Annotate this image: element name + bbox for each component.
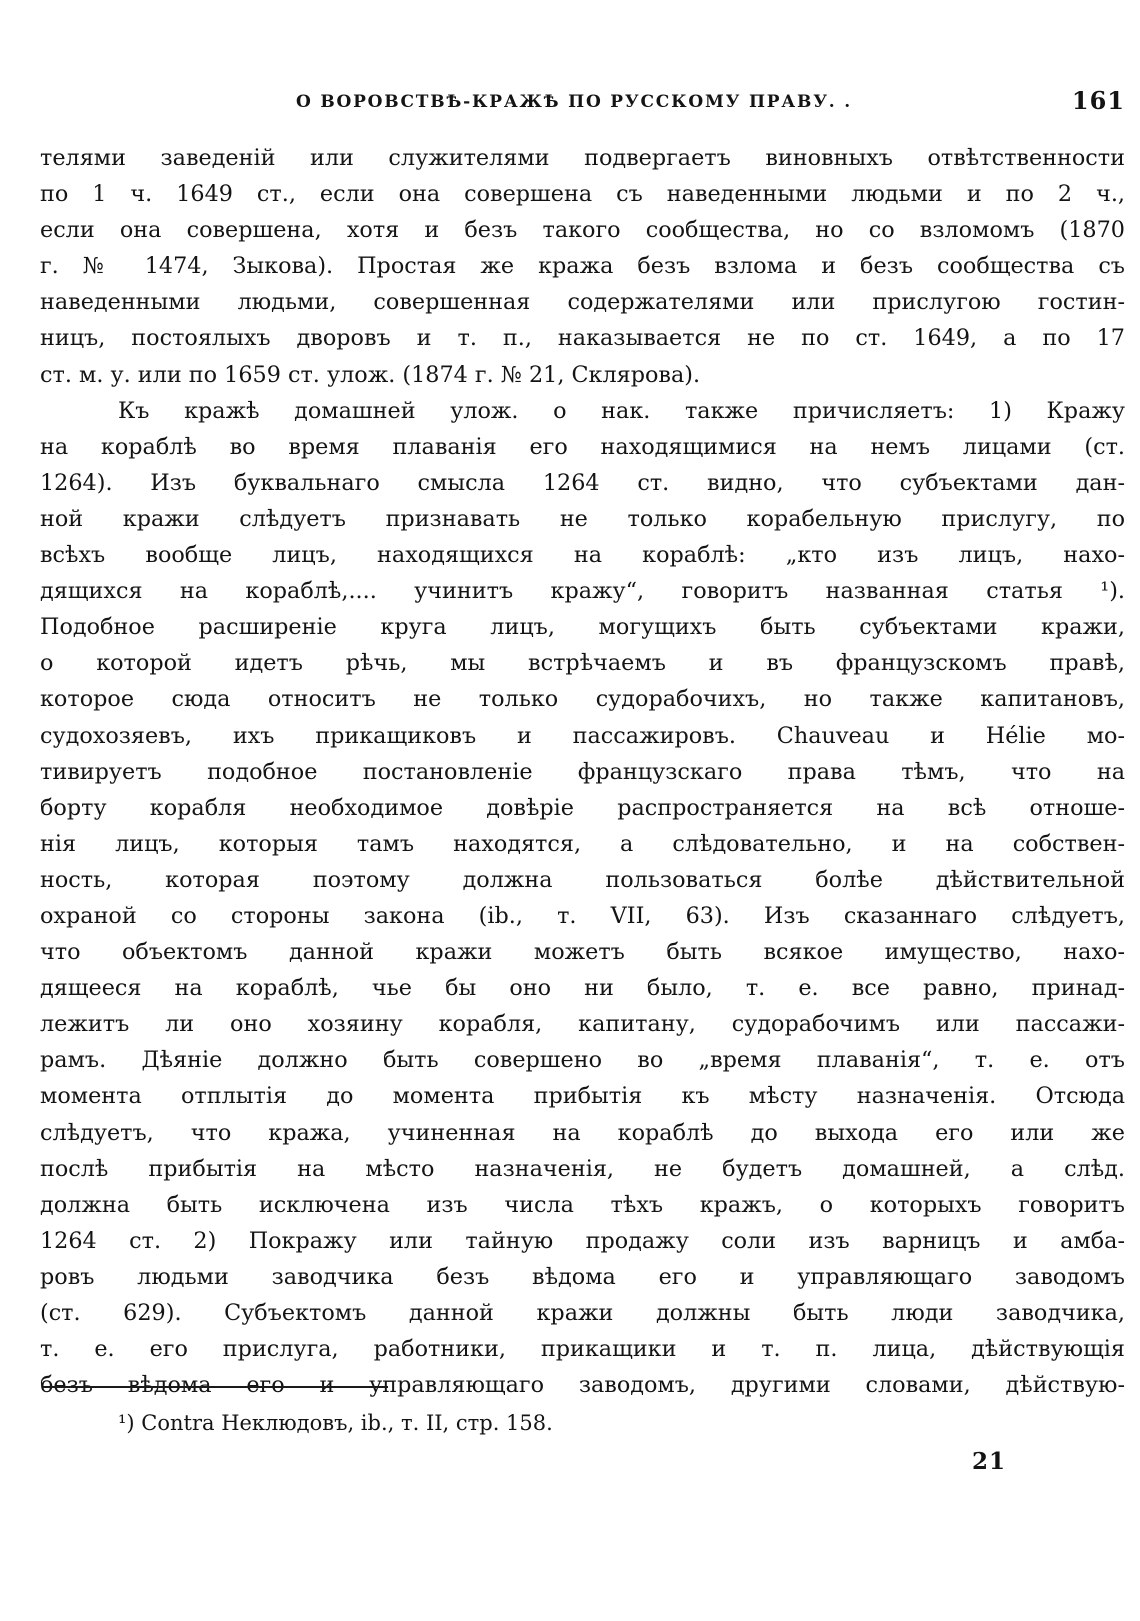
text-line: слѣдуетъ, что кража, учиненная на кораблѣ до выхода его или же [40, 1119, 1125, 1146]
text-line: дящихся на кораблѣ,.... учинитъ кражу“, говоритъ названная статья ¹). [40, 578, 1125, 605]
text-line: рамъ. Дѣяніе должно быть совершено во „время плаванія“, т. е. отъ [40, 1047, 1125, 1074]
text-line: послѣ прибытія на мѣсто назначенія, не будетъ домашней, а слѣд. [40, 1155, 1125, 1182]
text-line: охраной со стороны закона (ib., т. VII, 63). Изъ сказаннаго слѣдуетъ, [40, 902, 1125, 929]
text-line: по 1 ч. 1649 ст., если она совершена съ наведенными людьми и по 2 ч., [40, 181, 1125, 208]
footnote-divider [42, 1386, 388, 1388]
body-text [40, 140, 1125, 1403]
text-line: всѣхъ вообще лицъ, находящихся на кораблѣ: „кто изъ лицъ, нахо- [40, 542, 1125, 569]
text-line: Подобное расширеніе круга лицъ, могущихъ быть субъектами кражи, [40, 614, 1125, 641]
text-line: телями заведеній или служителями подвергаетъ виновныхъ отвѣтственности [40, 145, 1125, 171]
text-line: т. е. его прислуга, работники, прикащики и т. п. лица, дѣйствующія [40, 1336, 1125, 1363]
signature-mark: 21 [972, 1448, 1007, 1475]
text-line: на кораблѣ во время плаванія его находящимися на немъ лицами (ст. [40, 433, 1125, 460]
text-line: которое сюда относитъ не только судорабочихъ, но также капитановъ, [40, 686, 1125, 713]
text-line: борту корабля необходимое довѣріе распространяется на всѣ отноше- [40, 794, 1125, 821]
page-number: 161 [1071, 86, 1125, 115]
text-line: тивируетъ подобное постановленіе французскаго права тѣмъ, что на [40, 758, 1125, 785]
running-header [40, 86, 1125, 120]
running-title: О ВОРОВСТВѢ-КРАЖѢ ПО РУССКОМУ ПРАВУ. . [296, 92, 852, 112]
text-line: ной кражи слѣдуетъ признавать не только корабельную прислугу, по [40, 505, 1125, 532]
text-line: 1264 ст. 2) Покражу или тайную продажу соли изъ варницъ и амба- [40, 1227, 1125, 1254]
text-line: судохозяевъ, ихъ прикащиковъ и пассажировъ. Chauveau и Hélie мо- [40, 722, 1125, 749]
text-line: (ст. 629). Субъектомъ данной кражи должны быть люди заводчика, [40, 1300, 1125, 1326]
text-line: нія лицъ, которыя тамъ находятся, а слѣдовательно, и на собствен- [40, 830, 1125, 857]
text-line: ницъ, постоялыхъ дворовъ и т. п., наказывается не по ст. 1649, а по 17 [40, 325, 1125, 352]
text-line: наведенными людьми, совершенная содержателями или прислугою гостин- [40, 289, 1125, 316]
text-line: ст. м. у. или по 1659 ст. улож. (1874 г. № 21, Склярова). [40, 361, 701, 388]
text-line: Къ кражѣ домашней улож. о нак. также причисляетъ: 1) Кражу [118, 397, 1125, 424]
text-line: о которой идетъ рѣчь, мы встрѣчаемъ и въ французскомъ правѣ, [40, 650, 1125, 677]
text-line: должна быть исключена изъ числа тѣхъ кражъ, о которыхъ говоритъ [40, 1191, 1125, 1218]
text-line: г. № 1474, Зыкова). Простая же кража безъ взлома и безъ сообщества съ [40, 253, 1125, 280]
text-line: лежитъ ли оно хозяину корабля, капитану, судорабочимъ или пассажи- [40, 1011, 1125, 1038]
text-line: 1264). Изъ буквальнаго смысла 1264 ст. видно, что субъектами дан- [40, 469, 1125, 496]
text-line: момента отплытія до момента прибытія къ мѣсту назначенія. Отсюда [40, 1083, 1125, 1110]
text-line: если она совершена, хотя и безъ такого сообщества, но со взломомъ (1870 [40, 217, 1125, 244]
text-line: безъ вѣдома его и управляющаго заводомъ, другими словами, дѣйствую- [40, 1372, 1125, 1399]
text-line: ровъ людьми заводчика безъ вѣдома его и управляющаго заводомъ [40, 1263, 1125, 1290]
text-line: ность, которая поэтому должна пользоваться болѣе дѣйствительной [40, 866, 1125, 893]
footnote: ¹) Contra Неклюдовъ, ib., т. II, стр. 158. [118, 1411, 553, 1435]
text-line: дящееся на кораблѣ, чье бы оно ни было, т. е. все равно, принад- [40, 975, 1125, 1002]
text-line: что объектомъ данной кражи можетъ быть всякое имущество, нахо- [40, 939, 1125, 966]
